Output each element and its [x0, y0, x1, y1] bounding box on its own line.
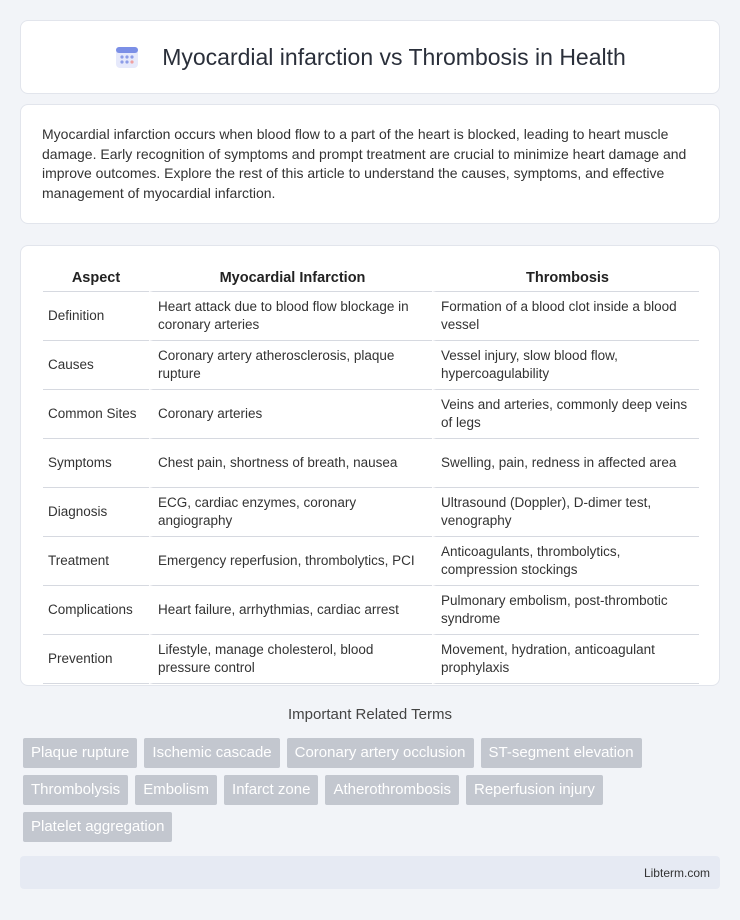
- related-term-tag[interactable]: Ischemic cascade: [144, 738, 279, 768]
- related-terms-title: Important Related Terms: [288, 706, 452, 723]
- table-row: [43, 292, 699, 341]
- header-myocardial-infarction: Myocardial Infarction: [149, 266, 432, 292]
- row-thrombosis-cell: Vessel injury, slow blood flow, hypercoagulability: [432, 341, 699, 390]
- related-term-tag[interactable]: Plaque rupture: [23, 738, 137, 768]
- row-aspect: Complications: [43, 586, 149, 635]
- table-row: [43, 488, 699, 537]
- related-term-tag[interactable]: Coronary artery occlusion: [287, 738, 474, 768]
- row-thrombosis-cell: Ultrasound (Doppler), D-dimer test, venography: [432, 488, 699, 537]
- row-thrombosis-cell: Formation of a blood clot inside a blood vessel: [432, 292, 699, 341]
- row-mi-cell: Lifestyle, manage cholesterol, blood pressure control: [149, 635, 432, 684]
- row-aspect: Diagnosis: [43, 488, 149, 537]
- row-mi-cell: Emergency reperfusion, thrombolytics, PCI: [149, 537, 432, 586]
- related-term-tag[interactable]: ST-segment elevation: [481, 738, 642, 768]
- table-row: [43, 635, 699, 684]
- table-header-row: [43, 266, 699, 292]
- header-aspect: Aspect: [43, 266, 149, 292]
- related-term-tag[interactable]: Embolism: [135, 775, 217, 805]
- calendar-grid-icon: [114, 44, 140, 70]
- footer: [20, 856, 720, 889]
- row-aspect: Common Sites: [43, 390, 149, 439]
- row-thrombosis-cell: Movement, hydration, anticoagulant prophylaxis: [432, 635, 699, 684]
- header-card: [20, 20, 720, 94]
- row-thrombosis-cell: Pulmonary embolism, post-thrombotic syndrome: [432, 586, 699, 635]
- comparison-table-card: [20, 245, 720, 686]
- comparison-table: [43, 266, 699, 684]
- related-terms-list: [23, 738, 703, 849]
- row-aspect: Prevention: [43, 635, 149, 684]
- row-mi-cell: Coronary arteries: [149, 390, 432, 439]
- row-aspect: Treatment: [43, 537, 149, 586]
- row-mi-cell: Heart failure, arrhythmias, cardiac arrest: [149, 586, 432, 635]
- intro-card: [20, 104, 720, 224]
- related-term-tag[interactable]: Platelet aggregation: [23, 812, 172, 842]
- row-mi-cell: Coronary artery atherosclerosis, plaque rupture: [149, 341, 432, 390]
- related-term-tag[interactable]: Thrombolysis: [23, 775, 128, 805]
- table-row: [43, 341, 699, 390]
- table-row: [43, 439, 699, 488]
- row-mi-cell: ECG, cardiac enzymes, coronary angiography: [149, 488, 432, 537]
- row-mi-cell: Heart attack due to blood flow blockage in coronary arteries: [149, 292, 432, 341]
- table-row: [43, 537, 699, 586]
- row-aspect: Symptoms: [43, 439, 149, 488]
- related-term-tag[interactable]: Atherothrombosis: [325, 775, 459, 805]
- row-aspect: Causes: [43, 341, 149, 390]
- table-row: [43, 586, 699, 635]
- row-aspect: Definition: [43, 292, 149, 341]
- intro-paragraph: Myocardial infarction occurs when blood flow to a part of the heart is blocked, leading to heart muscle damage. Early recognition of symptoms and prompt treatment are crucial to minimize heart damage and improve outcomes. Explore the rest of this article to understand the causes, symptoms, and effective management of myocardial infarction.: [42, 126, 687, 201]
- footer-site-link[interactable]: Libterm.com: [643, 865, 710, 880]
- row-thrombosis-cell: Swelling, pain, redness in affected area: [432, 439, 699, 488]
- header-thrombosis: Thrombosis: [432, 266, 699, 292]
- row-thrombosis-cell: Veins and arteries, commonly deep veins of legs: [432, 390, 699, 439]
- row-thrombosis-cell: Anticoagulants, thrombolytics, compression stockings: [432, 537, 699, 586]
- row-mi-cell: Chest pain, shortness of breath, nausea: [149, 439, 432, 488]
- page-title: Myocardial infarction vs Thrombosis in Health: [162, 43, 626, 70]
- related-term-tag[interactable]: Reperfusion injury: [466, 775, 603, 805]
- related-term-tag[interactable]: Infarct zone: [224, 775, 318, 805]
- table-row: [43, 390, 699, 439]
